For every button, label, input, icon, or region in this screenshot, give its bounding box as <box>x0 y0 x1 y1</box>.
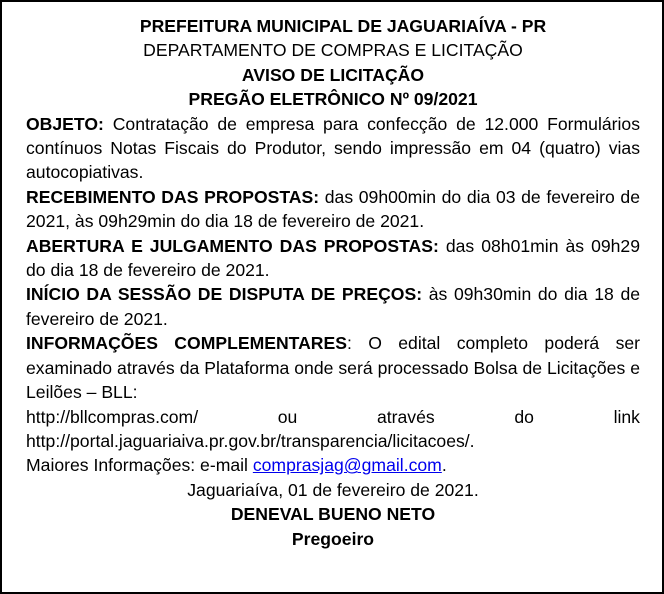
word-ou: ou <box>277 406 298 427</box>
department-title: DEPARTAMENTO DE COMPRAS E LICITAÇÃO <box>143 40 523 61</box>
notice-title: AVISO DE LICITAÇÃO <box>241 64 425 85</box>
informacoes-text: : O edital completo poderá ser examinado através da Plataforma onde será processado Bolsa de Licitações e Leilões – BLL: <box>26 333 641 403</box>
contact-prefix: Maiores Informações: e-mail <box>26 455 253 476</box>
place-date: Jaguariaíva, 01 de fevereiro de 2021. <box>187 479 479 500</box>
informacoes-paragraph <box>26 331 640 404</box>
informacoes-label: INFORMAÇÕES COMPLEMENTARES <box>26 333 347 354</box>
auction-number: PREGÃO ELETRÔNICO Nº 09/2021 <box>188 89 478 110</box>
inicio-text: às 09h30min do dia 18 de fevereiro de 2021. <box>26 284 641 329</box>
recebimento-text: das 09h00min do dia 03 de fevereiro de 2021, às 09h29min do dia 18 de fevereiro de 2021. <box>26 186 640 232</box>
inicio-paragraph <box>26 282 640 331</box>
abertura-paragraph <box>26 234 640 283</box>
word-atraves: através <box>376 406 435 427</box>
signatory-role: Pregoeiro <box>291 528 375 549</box>
signatory-name: DENEVAL BUENO NETO <box>230 504 436 525</box>
objeto-paragraph <box>26 112 640 185</box>
objeto-label: OBJETO: <box>26 113 104 134</box>
abertura-text: das 08h01min às 09h29 do dia 18 de fevereiro de 2021. <box>26 235 641 281</box>
informacoes-link-line <box>26 405 640 429</box>
recebimento-paragraph <box>26 185 640 234</box>
inicio-label: INÍCIO DA SESSÃO DE DISPUTA DE PREÇOS: <box>26 284 423 305</box>
contact-line <box>26 453 640 477</box>
municipality-title: PREFEITURA MUNICIPAL DE JAGUARIAÍVA - PR <box>139 16 547 36</box>
word-link: link <box>613 406 640 427</box>
abertura-label: ABERTURA E JULGAMENTO DAS PROPOSTAS: <box>26 235 439 256</box>
bll-url[interactable]: http://bllcompras.com/ <box>26 406 199 427</box>
portal-url[interactable]: http://portal.jaguariaiva.pr.gov.br/transparencia/licitacoes/. <box>26 430 475 451</box>
recebimento-label: RECEBIMENTO DAS PROPOSTAS: <box>26 186 320 207</box>
email-link[interactable]: comprasjag@gmail.com <box>252 455 442 476</box>
objeto-text: Contratação de empresa para confecção de 12.000 Formulários contínuos Notas Fiscais do Produtor, sendo impressão em 04 (quatro) vias autocopiativas. <box>26 113 640 183</box>
contact-suffix: . <box>441 455 447 476</box>
word-do: do <box>514 406 534 427</box>
